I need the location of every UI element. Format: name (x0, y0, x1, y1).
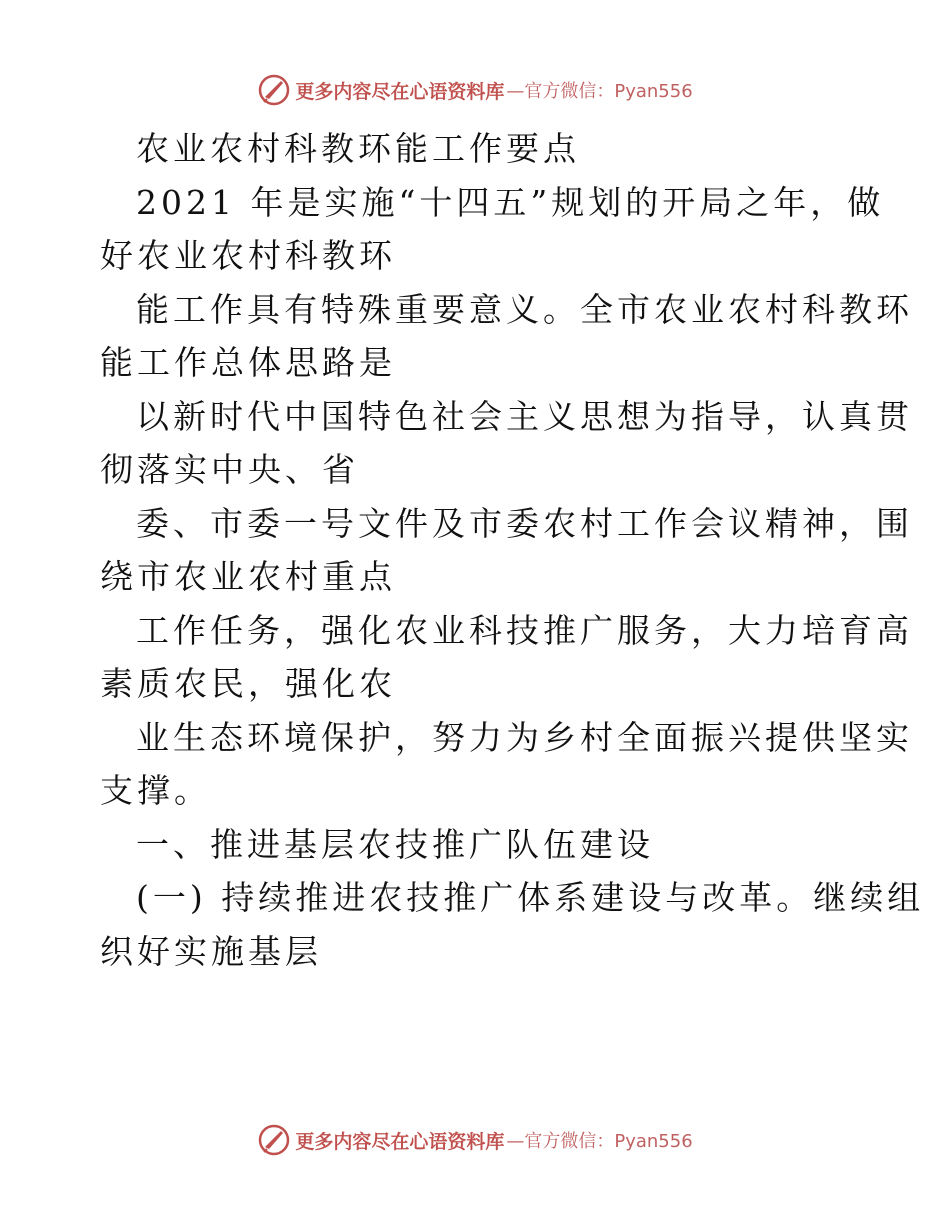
paragraph-line: 绕市农业农村重点 (100, 557, 396, 596)
paragraph-line: 素质农民，强化农 (100, 664, 396, 703)
header-watermark (0, 70, 950, 110)
watermark-text: 更多内容尽在心语资料库 (295, 80, 505, 103)
paragraph-line: 彻落实中央、省 (100, 450, 359, 489)
paragraph-line: 2021 年是实施“十四五”规划的开局之年，做 (136, 182, 885, 222)
paragraph-line: 能工作总体思路是 (100, 343, 396, 382)
watermark-contact: —官方微信：Pyan556 (506, 1131, 693, 1152)
document-body (100, 122, 925, 978)
paragraph-line: 好农业农村科教环 (100, 236, 396, 275)
paragraph-line: 委、市委一号文件及市委农村工作会议精神，围 (136, 503, 913, 543)
watermark-contact: —官方微信：Pyan556 (506, 81, 693, 102)
section-heading: 一、推进基层农技推广队伍建设 (136, 824, 654, 864)
subsection-line: (一) 持续推进农技推广体系建设与改革。继续组 (136, 878, 925, 917)
paragraph-line: 织好实施基层 (100, 931, 322, 971)
paragraph-line: 能工作具有特殊重要意义。全市农业农村科教环 (136, 289, 913, 329)
paragraph-line: 以新时代中国特色社会主义思想为指导，认真贯 (136, 396, 913, 436)
watermark-text: 更多内容尽在心语资料库 (295, 1130, 505, 1153)
paragraph-line: 工作任务，强化农业科技推广服务，大力培育高 (136, 610, 913, 650)
quill-seal-icon (257, 73, 291, 107)
doc-title: 农业农村科教环能工作要点 (136, 129, 580, 168)
paragraph-line: 业生态环境保护，努力为乡村全面振兴提供坚实 (136, 717, 913, 757)
footer-watermark (0, 1120, 950, 1160)
paragraph-line: 支撑。 (100, 771, 211, 810)
quill-seal-icon (257, 1123, 291, 1157)
